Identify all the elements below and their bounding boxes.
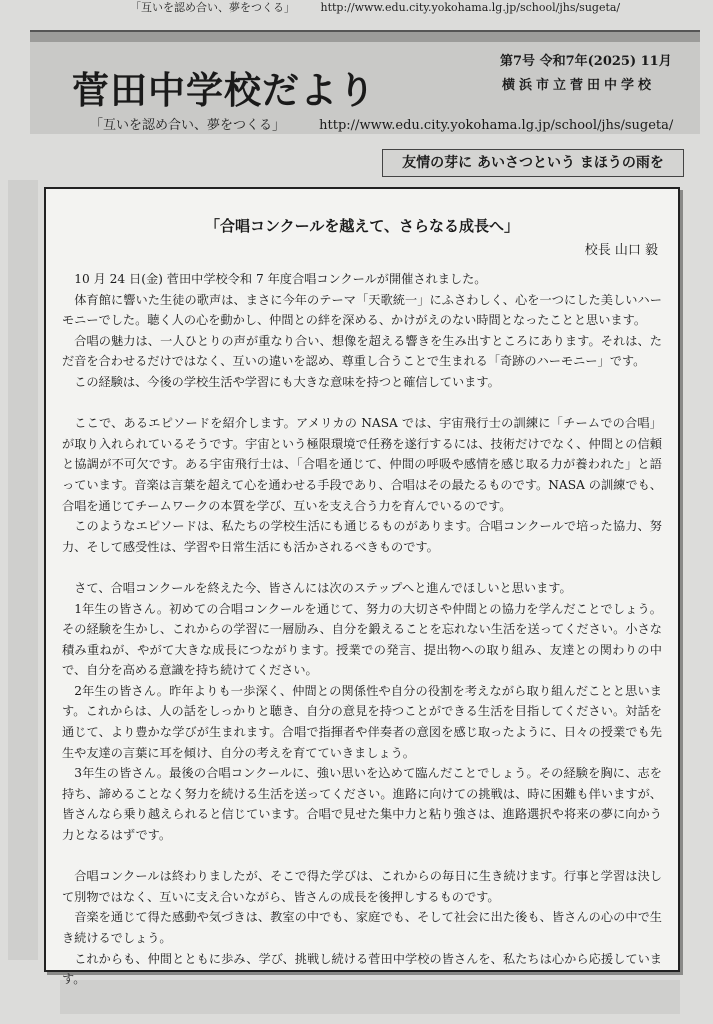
motto-box: 友情の芽に あいさつという まほうの雨を [382, 149, 684, 177]
article-headline: 「合唱コンクールを越えて、さらなる成長へ」 [204, 217, 520, 235]
paragraph-gap [62, 846, 662, 867]
article-paragraph: 合唱の魅力は、一人ひとりの声が重なり合い、想像を超える響きを生み出すところにあります。それは、ただ音を合わせるだけではなく、互いの違いを認め、尊重し合うことで生まれる「奇跡のハーモニー」です。 [62, 333, 662, 369]
top-slogan: 「互いを認め合い、夢をつくる」 [130, 1, 295, 14]
article-author: 校長 山口 毅 [584, 243, 658, 258]
article-paragraph: 1年生の皆さん。初めての合唱コンクールを通じて、努力の大切さや仲間との協力を学んだことでしょう。その経験を生かし、これからの学習に一層励み、自分を鍛えることを忘れない生活を送ってください。小さな積み重ねが、やがて大きな成長につながります。授業での発言、提出物への取り組み、友達との関わりの中で、自分を高める意識を持ち続けてください。 [62, 601, 662, 678]
article-paragraph: 合唱コンクールは終わりましたが、そこで得た学びは、これからの毎日に生き続けます。行事と学習は決して別物ではなく、互いに支え合いながら、皆さんの成長を後押しするものです。 [62, 869, 662, 904]
paragraph-gap [62, 393, 662, 414]
article-paragraph: 音楽を通じて得た感動や気づきは、教室の中でも、家庭でも、そして社会に出た後も、皆さんの心の中で生き続けるでしょう。 [62, 910, 662, 945]
masthead [30, 30, 700, 134]
article-paragraph: 体育館に響いた生徒の歌声は、まさに今年のテーマ「天歌統一」にふさわしく、心を一つにした美しいハーモニーでした。聴く人の心を動かし、仲間との絆を深める、かけがえのない時間となったことと思います。 [62, 292, 662, 328]
article-paragraph: ここで、あるエピソードを紹介します。アメリカの NASA では、宇宙飛行士の訓練に「チームでの合唱」が取り入れられているそうです。宇宙という極限環境で任務を遂行するには、技術だけでなく、仲間との信頼と協調が不可欠です。ある宇宙飛行士は、「合唱を通じて、仲間の呼吸や感情を感じ取る力が養われた」と語っています。音楽は言葉を超えて心を通わせる手段であり、合唱はその最たるものです。NASA の訓練でも、合唱を通じてチームワークの本質を学び、互いを支え合う力を育んでいるのです。 [62, 416, 662, 513]
article-paragraph: このようなエピソードは、私たちの学校生活にも通じるものがあります。合唱コンクールで培った協力、努力、そして感受性は、学習や日常生活にも活かされるべきものです。 [62, 519, 662, 554]
article-paragraph: これからも、仲間とともに歩み、学び、挑戦し続ける菅田中学校の皆さんを、私たちは心から応援しています。 [62, 951, 662, 987]
school-name: 横浜市立菅田中学校 [502, 78, 656, 93]
article-paragraph: 3年生の皆さん。最後の合唱コンクールに、強い思いを込めて臨んだことでしょう。その経験を胸に、志を持ち、諦めることなく努力を続ける生活を送ってください。進路に向けての挑戦は、時に困難も伴いますが、皆さんなら乗り越えられると信じています。合唱で見せた集中力と粘り強さは、進路選択や将来の夢に向かう力となるはずです。 [62, 766, 662, 843]
newsletter-title: 菅田中学校だより [72, 68, 376, 112]
masthead-slogan: 「互いを認め合い、夢をつくる」 [90, 118, 286, 133]
paragraph-gap [62, 557, 662, 578]
issue-info: 第7号 令和7年(2025) 11月 [500, 54, 672, 69]
article-body [62, 269, 662, 990]
showthrough-left [8, 180, 38, 960]
principal-article [44, 187, 680, 987]
masthead-slogan-line [90, 114, 673, 133]
article-paragraph: 10 月 24 日(金) 菅田中学校令和 7 年度合唱コンクールが開催されました。 [74, 272, 487, 286]
article-paragraph: さて、合唱コンクールを終えた今、皆さんには次のステップへと進んでほしいと思います。 [74, 580, 572, 595]
masthead-url: http://www.edu.city.yokohama.lg.jp/school/jhs/sugeta/ [319, 118, 674, 133]
article-paragraph: 2年生の皆さん。昨年よりも一歩深く、仲間との関係性や自分の役割を考えながら取り組んだことと思います。これからは、人の話をしっかりと聴き、自分の意見を持つことができる生活を目指してください。対話を通じて、より豊かな学びが生まれます。合唱で指揮者や伴奏者の意図を感じ取ったように、日々の授業でも先生や友達の言葉に耳を傾け、自分の考えを育てていきましょう。 [62, 683, 662, 760]
top-url: http://www.edu.city.yokohama.lg.jp/school/jhs/sugeta/ [320, 1, 621, 14]
article-paragraph: この経験は、今後の学校生活や学習にも大きな意味を持つと確信しています。 [74, 374, 500, 389]
masthead-bar [30, 32, 700, 42]
top-strip [130, 0, 620, 16]
